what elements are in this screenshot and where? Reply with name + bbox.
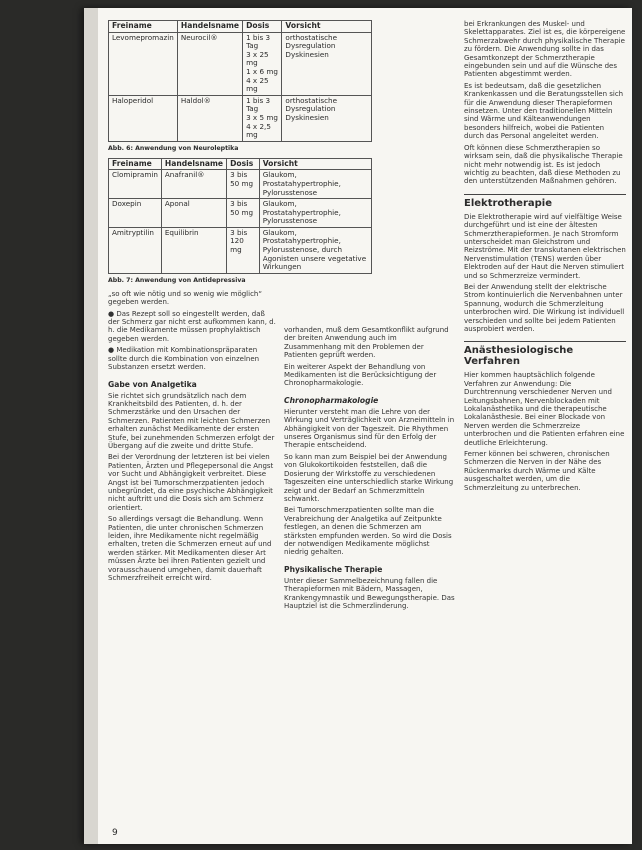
heading-physikalische-therapie: Physikalische Therapie (284, 564, 383, 574)
paragraph: ● Medikation mit Kombinationspräparaten sollte durch die Kombination von einzelnen Substanzen ersetzt werden. (108, 346, 260, 372)
paragraph: ● Das Rezept soll so eingestellt werden, daß der Schmerz gar nicht erst aufkommen kann, d. h. die Medikamente müssen prophylaktisch gegeben werden. (108, 309, 276, 343)
paragraph: So allerdings versagt die Behandlung. Wenn Patienten, die unter chronischen Schmerzen leiden, ihre Medikamente nicht regelmäßig erhalten, treten die Schmerzen erneut auf und werden stärker. Mit Medikamenten dieser Art müssen Ärzte bei ihren Patienten gezielt und vorausschauend umgehen, damit dauerhaft Schmerzfreiheit erreicht wird. (108, 515, 272, 583)
table2-header-cell: Freiname (109, 158, 162, 170)
paragraph: Es ist bedeutsam, daß die gesetzlichen Krankenkassen und die Beratungsstellen sich für die Anwendung dieser Therapieformen einsetzen. Unter den traditionellen Mitteln sind Wärme und Kälteanwendungen besonders hilfreich, wobei die Patienten durch das Personal angeleitet werden. (464, 81, 624, 141)
paragraph: Sie richtet sich grundsätzlich nach dem Krankheitsbild des Patienten, d. h. der Schmerzstärke und den Ursachen der Schmerzen. Patienten mit leichten Schmerzen erhalten zunächst Medikamente der ersten Stufe, bei zunehmenden Schmerzen erfolgt der Übergang auf die zweite und dritte Stufe. (108, 391, 275, 450)
table-cell: Doxepin (109, 199, 162, 228)
table-cell: Amitryptilin (109, 227, 162, 273)
table-row (109, 32, 372, 95)
table1-caption: Abb. 6: Anwendung von Neuroleptika (108, 144, 239, 152)
table-cell: 3 bis 120 mg (227, 227, 260, 273)
table-cell: 3 bis 50 mg (227, 199, 260, 228)
paragraph: vorhanden, muß dem Gesamtkonflikt aufgrund der breiten Anwendung auch im Zusammenhang mit den Problemen der Patienten geprüft werden. (284, 326, 449, 360)
document-page (84, 8, 632, 844)
paragraph: Ein weiterer Aspekt der Behandlung von Medikamenten ist die Berücksichtigung der Chronopharmakologie. (284, 362, 437, 388)
table-cell: Anafranil® (161, 170, 226, 199)
paragraph: Hier kommen hauptsächlich folgende Verfahren zur Anwendung: Die Durchtrennung verschiedener Nerven und Leitungsbahnen, Nervenblockaden mit Lokalanästhetika und die therapeutische Lokalanästhesie. Bei einer Blockade von Nerven werden die Schmerzreize unterbrochen und die Patienten erfahren eine deutliche Erleichterung. (464, 371, 625, 447)
table-cell: 1 bis 3 Tag 3 x 25 mg 1 x 6 mg 4 x 25 mg (243, 32, 282, 95)
table-cell: Levomepromazin (109, 32, 178, 95)
paragraph: Bei der Verordnung der letzteren ist bei vielen Patienten, Ärzten und Pflegepersonal die Angst vor Sucht und Abhängigkeit verbreitet. Diese Angst ist bei Tumorschmerzpatienten jedoch unbegründet, da eine psychische Abhängigkeit nicht auftritt und die Dosis sich am Schmerz orientiert. (108, 453, 274, 512)
table1-header-cell: Handelsname (177, 21, 242, 33)
table1-header-cell: Vorsicht (282, 21, 372, 33)
heading-anaesthesiologische-verfahren: Anästhesiologische Verfahren (464, 341, 626, 367)
heading-elektrotherapie: Elektrotherapie (464, 194, 626, 209)
table1-header-cell: Dosis (243, 21, 282, 33)
table-cell: Glaukom, Prostatahypertrophie, Pylorusstenose (259, 199, 371, 228)
table-row (109, 170, 372, 199)
table-cell: Glaukom, Prostatahypertrophie, Pylorusstenose, durch Agonisten unsere vegetative Wirkungen (259, 227, 371, 273)
heading-gabe-analgetika: Gabe von Analgetika (108, 379, 197, 389)
table2-header-cell: Dosis (227, 158, 260, 170)
table-cell: 3 bis 50 mg (227, 170, 260, 199)
table-cell: Haloperidol (109, 95, 178, 141)
paragraph: Oft können diese Schmerztherapien so wirksam sein, daß die physikalische Therapie nicht mehr notwendig ist. Es ist jedoch wichtig zu beachten, daß diese Methoden zu den unterstützenden Maßnahmen gehören. (464, 143, 623, 186)
table2-header-row (109, 158, 372, 170)
table2-header-cell: Vorsicht (259, 158, 371, 170)
paragraph: „so oft wie nötig und so wenig wie möglich“ gegeben werden. (108, 289, 262, 307)
table-row (109, 95, 372, 141)
paragraph: Ferner können bei schweren, chronischen Schmerzen die Nerven in der Nähe des Rückenmarks durch Wärme und Kälte ausgeschaltet werden, um die Schmerzleitung zu unterbrechen. (464, 450, 610, 492)
table2-caption: Abb. 7: Anwendung von Antidepressiva (108, 276, 246, 284)
table-cell: orthostatische Dysregulation Dyskinesien (282, 32, 372, 95)
paragraph: Unter dieser Sammelbezeichnung fallen die Therapieformen mit Bädern, Massagen, Krankengymnastik und Bewegungstherapie. Das Hauptziel ist die Schmerzlinderung. (284, 576, 455, 610)
table2-header-cell: Handelsname (161, 158, 226, 170)
paragraph: So kann man zum Beispiel bei der Anwendung von Glukokortikoiden feststellen, daß die Dosierung der Wirkstoffe zu verschiedenen Tageszeiten eine unterschiedlich starke Wirkung zeigt und der Bedarf an Schmerzmitteln schwankt. (284, 452, 454, 503)
heading-chronopharmakologie: Chronopharmakologie (284, 395, 379, 405)
table-cell: Haldol® (177, 95, 242, 141)
table-cell: Neurocil® (177, 32, 242, 95)
paragraph: Die Elektrotherapie wird auf vielfältige Weise durchgeführt und ist eine der ältesten Schmerztherapieformen. Je nach Stromform unterscheidet man Gleichstrom und Reizströme. Mit der transkutanen elektrischen Nervenstimulation (TENS) werden über Elektroden auf der Haut die Nerven stimuliert und so Schmerzreize vermindert. (464, 212, 626, 280)
table1-header-row (109, 21, 372, 33)
page-number: 9 (112, 828, 118, 838)
table-neuroleptika (108, 20, 372, 142)
left-text-block (108, 290, 276, 583)
table-cell: Equilibrin (161, 227, 226, 273)
table-cell: orthostatische Dysregulation Dyskinesien (282, 95, 372, 141)
paragraph: Bei Tumorschmerzpatienten sollte man die Verabreichung der Analgetika auf Zeitpunkte festlegen, an denen die Schmerzen am stärksten empfunden werden. So wird die Dosis der notwendigen Medikamente möglichst niedrig gehalten. (284, 506, 452, 557)
page-gutter (84, 8, 98, 844)
paragraph: bei Erkrankungen des Muskel- und Skelettapparates. Ziel ist es, die körpereigene Schmerzabwehr durch physikalische Therapie zu fördern. Die Anwendung sollte in das Gesamtkonzept der Schmerztherapie eingebunden sein und auf die Wünsche des Patienten abgestimmt werden. (464, 20, 626, 79)
paragraph: Hierunter versteht man die Lehre von der Wirkung und Verträglichkeit von Arzneimitteln in Abhängigkeit von der Tageszeit. Die Rhythmen unseres Organismus sind für den Erfolg der Therapie entscheidend. (284, 407, 455, 450)
table-cell: Clomipramin (109, 170, 162, 199)
table-row (109, 199, 372, 228)
table-cell: Glaukom, Prostatahypertrophie, Pylorusstenose (259, 170, 371, 199)
table-cell: Aponal (161, 199, 226, 228)
table-antidepressiva (108, 158, 372, 274)
table-row (109, 227, 372, 273)
right-column (464, 20, 626, 495)
table1-header-cell: Freiname (109, 21, 178, 33)
table-cell: 1 bis 3 Tag 3 x 5 mg 4 x 2,5 mg (243, 95, 282, 141)
middle-column (284, 326, 456, 613)
paragraph: Bei der Anwendung stellt der elektrische Strom kontinuierlich die Nervenbahnen unter Spannung, wodurch die Schmerzleitung unterbrochen wird. Die Wirkung ist individuell verschieden und sollte bei jedem Patienten ausprobiert werden. (464, 282, 625, 333)
